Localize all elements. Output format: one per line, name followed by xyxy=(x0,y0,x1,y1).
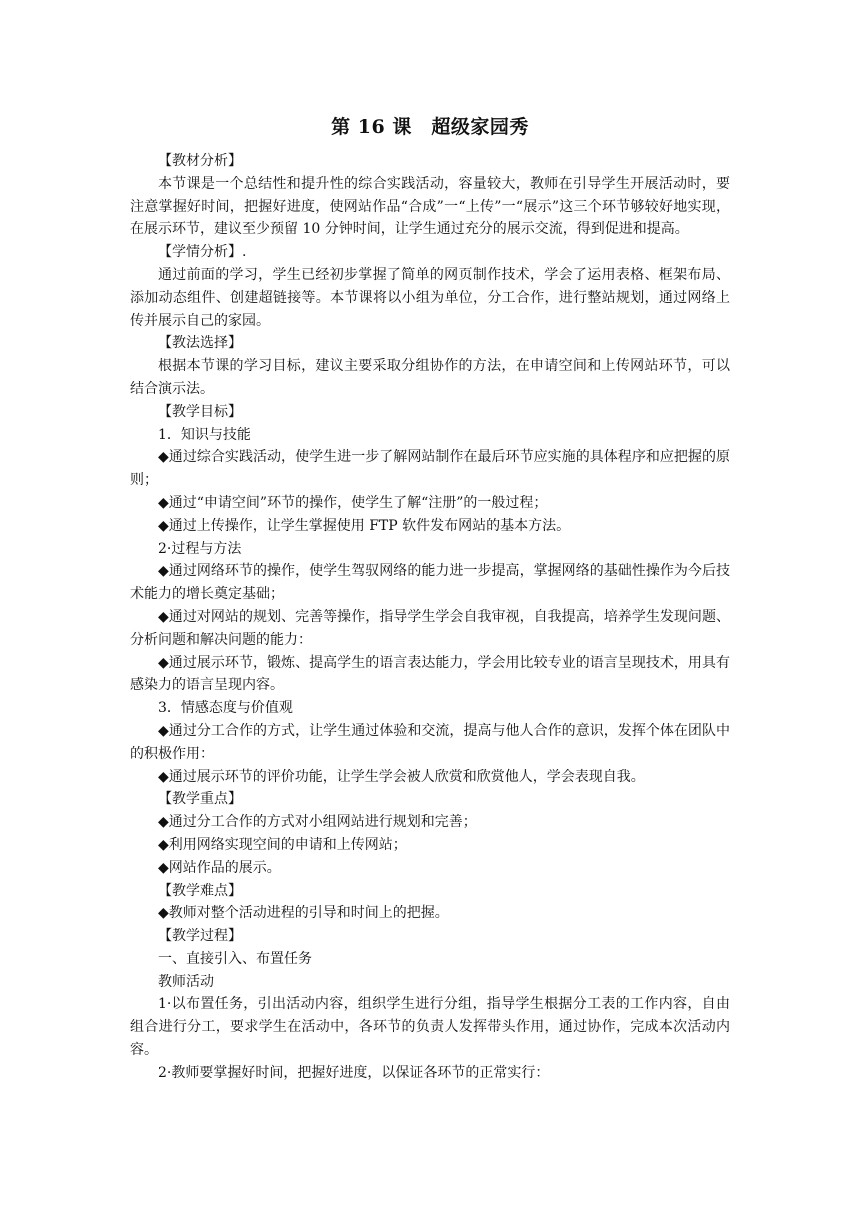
paragraph: 1·以布置任务，引出活动内容，组织学生进行分组，指导学生根据分工表的工作内容，自由组合进行分工，要求学生在活动中，各环节的负责人发挥带头作用，通过协作，完成本次活动内容。 xyxy=(130,996,730,1059)
bullet-item: ◆通过上传操作，让学生掌握使用 FTP 软件发布网站的基本方法。 xyxy=(158,517,571,534)
bullet-item: ◆通过对网站的规划、完善等操作，指导学生学会自我审视，自我提高，培养学生发现问题、分析问题和解决问题的能力： xyxy=(130,608,730,648)
paragraph: 教师活动 xyxy=(158,973,214,990)
bullet-item: ◆通过“申请空间”环节的操作，使学生了解“注册”的一般过程； xyxy=(158,494,548,511)
section-heading: 【教材分析】 xyxy=(158,153,242,169)
paragraph: 3．情感态度与价值观 xyxy=(158,700,293,717)
lesson-title: 第 16 课 超级家园秀 xyxy=(331,116,529,138)
document-page xyxy=(130,110,730,1085)
bullet-item: ◆通过网络环节的操作，使学生驾驭网络的能力进一步提高，掌握网络的基础性操作为今后技术能力的增长奠定基础； xyxy=(130,563,730,603)
bullet-item: ◆教师对整个活动进程的引导和时间上的把握。 xyxy=(158,905,449,922)
paragraph: 本节课是一个总结性和提升性的综合实践活动，容量较大，教师在引导学生开展活动时，要注意掌握好时间，把握好进度，使网站作品“合成”一“上传”一“展示”这三个环节够较好地实现，在展示环节，建议至少预留 10 分钟时间，让学生通过充分的展示交流，得到促进和提高。 xyxy=(130,175,730,238)
paragraph: 2·过程与方法 xyxy=(158,540,242,557)
section-heading: 【教法选择】 xyxy=(158,335,242,352)
bullet-item: ◆通过展示环节的评价功能，让学生学会被人欣赏和欣赏他人，学会表现自我。 xyxy=(158,768,645,785)
paragraph: 通过前面的学习，学生已经初步掌握了简单的网页制作技术，学会了运用表格、框架布局、添加动态组件、创建超链接等。本节课将以小组为单位，分工合作，进行整站规划，通过网络上传并展示自己的家园。 xyxy=(130,266,730,329)
bullet-item: ◆通过综合实践活动，使学生进一步了解网站制作在最后环节应实施的具体程序和应把握的原则； xyxy=(130,449,730,489)
bullet-item: ◆通过分工合作的方式对小组网站进行规划和完善； xyxy=(158,814,477,831)
bullet-item: ◆通过分工合作的方式，让学生通过体验和交流，提高与他人合作的意识，发挥个体在团队中的积极作用： xyxy=(130,722,730,762)
section-heading: 【教学过程】 xyxy=(158,928,242,945)
section-heading: 【教学难点】 xyxy=(158,882,242,899)
paragraph: 根据本节课的学习目标，建议主要采取分组协作的方法，在申请空间和上传网站环节，可以结合演示法。 xyxy=(130,358,730,397)
bullet-item: ◆网站作品的展示。 xyxy=(158,859,281,876)
section-heading: 【教学重点】 xyxy=(158,791,242,808)
section-heading: 【学情分析】. xyxy=(158,244,247,261)
document-body xyxy=(130,150,730,1085)
bullet-item: ◆利用网络实现空间的申请和上传网站； xyxy=(158,836,407,853)
paragraph: 1．知识与技能 xyxy=(158,426,251,443)
section-heading: 【教学目标】 xyxy=(158,403,242,420)
paragraph: 2·教师要掌握好时间，把握好进度，以保证各环节的正常实行： xyxy=(158,1064,550,1081)
paragraph: 一、直接引入、布置任务 xyxy=(158,950,312,967)
bullet-item: ◆通过展示环节，锻炼、提高学生的语言表达能力，学会用比较专业的语言呈现技术，用具有感染力的语言呈现内容。 xyxy=(130,654,730,694)
